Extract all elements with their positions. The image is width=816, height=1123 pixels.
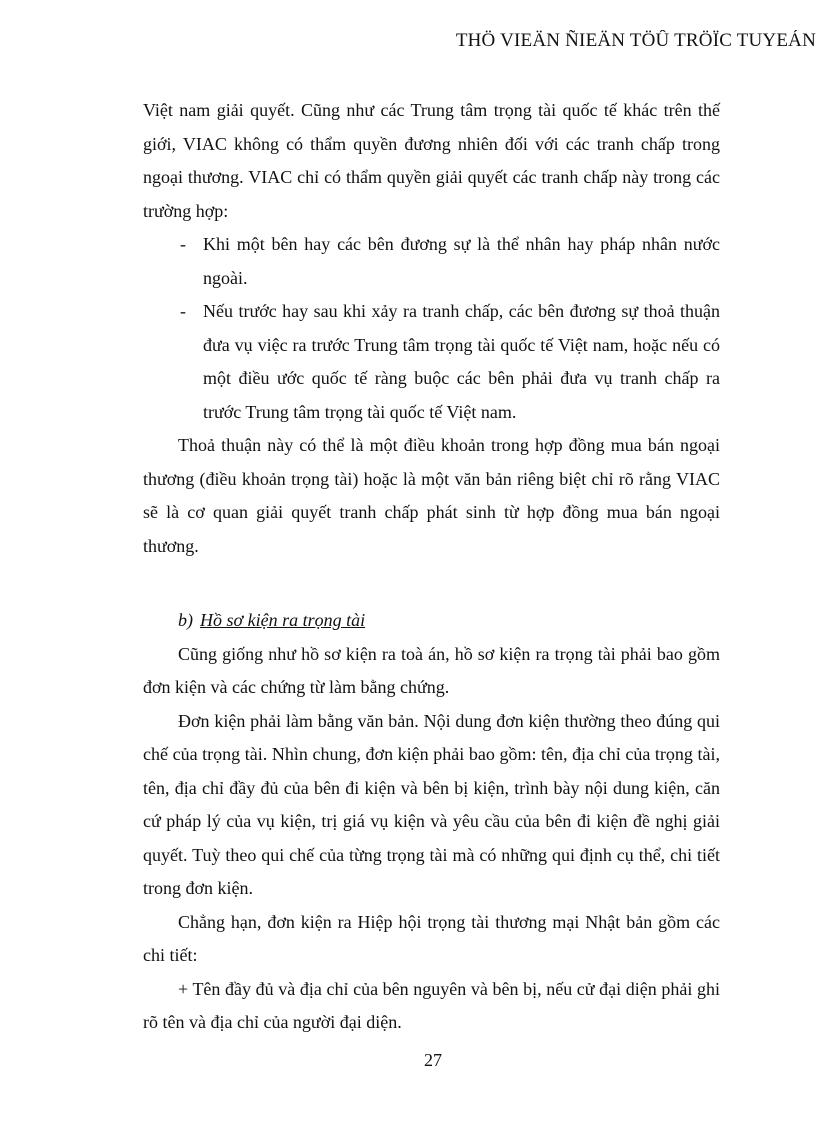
- intro-paragraph: Việt nam giải quyết. Cũng như các Trung tâm trọng tài quốc tế khác trên thế giới, VIAC không có thẩm quyền đương nhiên đối với các tranh chấp trong ngoại thương. VIAC chỉ có thẩm quyền giải quyết các tranh chấp này trong các trường hợp:: [143, 100, 720, 221]
- body-paragraph: + Tên đầy đủ và địa chỉ của bên nguyên và bên bị, nếu cử đại diện phải ghi rõ tên và địa chỉ của người đại diện.: [143, 978, 720, 1032]
- running-header: THÖ VIEÄN ÑIEÄN TÖÛ TRÖÏC TUYEÁN: [455, 30, 816, 51]
- dash-bullet: -: [180, 234, 186, 254]
- section-heading: [143, 604, 720, 638]
- list-item-text: Khi một bên hay các bên đương sự là thể nhân hay pháp nhân nước ngoài.: [203, 234, 720, 288]
- page-number: 27: [424, 1050, 442, 1070]
- agreement-paragraph: Thoả thuận này có thể là một điều khoản trong hợp đồng mua bán ngoại thương (điều khoản trọng tài) hoặc là một văn bản riêng biệt chỉ rõ rằng VIAC sẽ là cơ quan giải quyết tranh chấp phát sinh từ hợp đồng mua bán ngoại thương.: [143, 435, 720, 556]
- section-spacer: [143, 563, 720, 604]
- body-paragraph: Chẳng hạn, đơn kiện ra Hiệp hội trọng tài thương mại Nhật bản gồm các chi tiết:: [143, 911, 720, 965]
- page-body: [143, 94, 720, 1040]
- section-heading-text: Hồ sơ kiện ra trọng tài: [200, 610, 366, 630]
- section-heading-label: b): [178, 610, 193, 630]
- body-paragraph: Đơn kiện phải làm bằng văn bản. Nội dung đơn kiện thường theo đúng qui chế của trọng tài. Nhìn chung, đơn kiện phải bao gồm: tên, địa chỉ của trọng tài, tên, địa chỉ đầy đủ của bên đi kiện và bên bị kiện, trình bày nội dung kiện, căn cứ pháp lý của vụ kiện, trị giá vụ kiện và yêu cầu của bên đi kiện đề nghị giải quyết. Tuỳ theo qui chế của từng trọng tài mà có những qui định cụ thể, chi tiết trong đơn kiện.: [143, 710, 720, 898]
- body-paragraph: Cũng giống như hồ sơ kiện ra toà án, hồ sơ kiện ra trọng tài phải bao gồm đơn kiện và các chứng từ làm bằng chứng.: [143, 643, 720, 697]
- list-item-text: Nếu trước hay sau khi xảy ra tranh chấp, các bên đương sự thoả thuận đưa vụ việc ra trước Trung tâm trọng tài quốc tế Việt nam, hoặc nếu có một điều ước quốc tế ràng buộc các bên phải đưa vụ tranh chấp ra trước Trung tâm trọng tài quốc tế Việt nam.: [203, 301, 720, 422]
- list-item: [143, 295, 720, 429]
- dash-bullet: -: [180, 301, 186, 321]
- list-item: [143, 228, 720, 295]
